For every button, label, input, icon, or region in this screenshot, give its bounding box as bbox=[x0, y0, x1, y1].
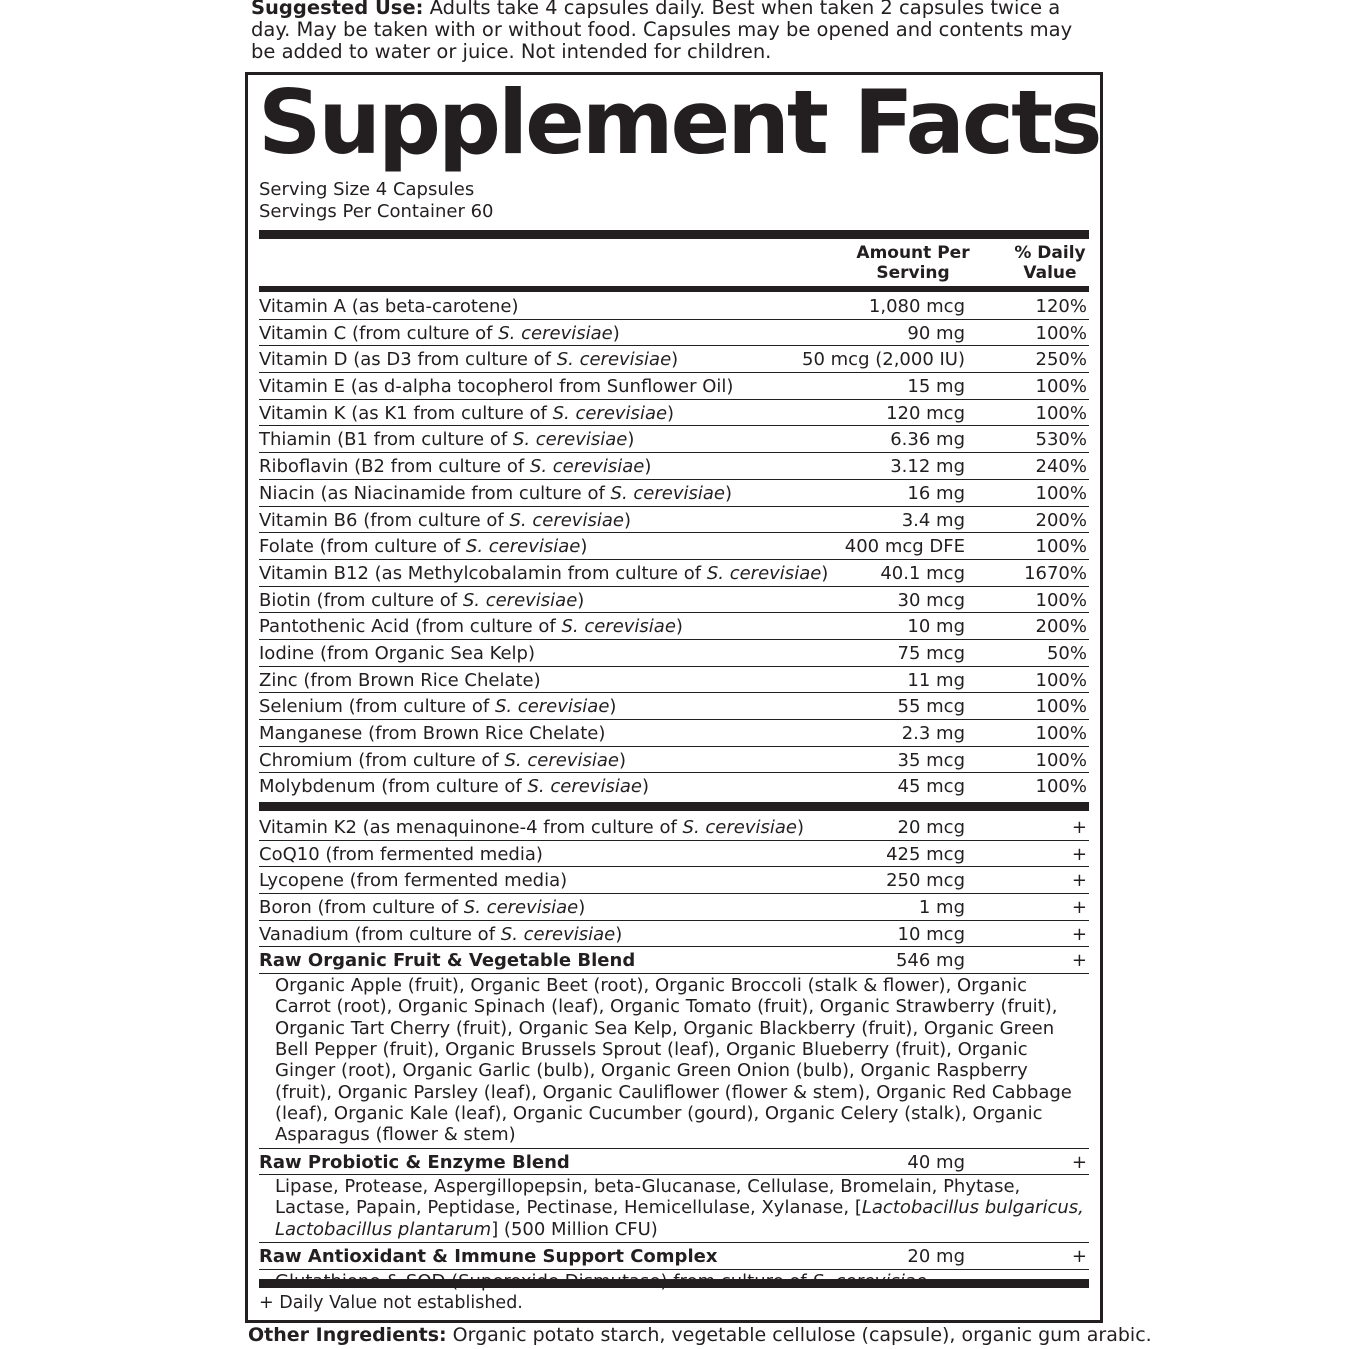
daily-value: + bbox=[1071, 950, 1087, 972]
nutrient-row bbox=[259, 640, 1089, 667]
blend-ingredients-text: ] (500 Million CFU) bbox=[491, 1218, 658, 1240]
nutrient-name-suffix: ) bbox=[796, 817, 804, 838]
nutrient-row bbox=[259, 814, 1089, 841]
nutrient-source-organism: S. cerevisiae bbox=[561, 616, 676, 638]
nutrient-name bbox=[259, 868, 567, 893]
amount-per-serving: 400 mcg DFE bbox=[844, 536, 965, 558]
nutrient-source-organism: S. cerevisiae bbox=[706, 562, 822, 584]
other-ingredients bbox=[248, 1323, 1152, 1347]
amount-per-serving: 55 mcg bbox=[897, 696, 965, 718]
nutrient-name-text: Manganese (from Brown Rice Chelate) bbox=[259, 723, 606, 744]
servings-per-container: Servings Per Container 60 bbox=[259, 201, 494, 222]
nutrient-row bbox=[259, 453, 1089, 480]
nutrient-name bbox=[259, 842, 543, 867]
daily-value: 200% bbox=[1035, 616, 1087, 638]
nutrient-name bbox=[259, 294, 519, 319]
nutrient-row bbox=[259, 533, 1089, 560]
nutrient-name bbox=[259, 454, 651, 479]
nutrient-row bbox=[259, 400, 1089, 427]
nutrient-row bbox=[259, 293, 1089, 320]
amount-per-serving: 15 mg bbox=[907, 376, 965, 398]
nutrient-name-text: Molybdenum (from culture of bbox=[259, 776, 528, 798]
daily-value: 100% bbox=[1035, 669, 1087, 691]
nutrient-name-text: Vitamin K (as K1 from culture of bbox=[259, 402, 553, 424]
nutrient-name-text: Boron (from culture of bbox=[259, 897, 464, 919]
amount-per-serving: 120 mcg bbox=[886, 402, 965, 424]
daily-value: 100% bbox=[1035, 776, 1087, 798]
nutrient-source-organism: S. cerevisiae bbox=[494, 696, 610, 718]
nutrient-name-suffix: ) bbox=[612, 322, 620, 344]
nutrient-name bbox=[259, 815, 804, 840]
nutrient-row bbox=[259, 747, 1089, 774]
nutrient-name-text: Vitamin B6 (from culture of bbox=[259, 509, 510, 531]
blend-ingredients bbox=[259, 1175, 1089, 1243]
nutrient-name bbox=[259, 588, 584, 613]
nutrient-name-text: Iodine (from Organic Sea Kelp) bbox=[259, 642, 536, 664]
medium-divider bbox=[259, 286, 1089, 292]
nutrient-name-suffix: ) bbox=[821, 562, 829, 584]
nutrient-name bbox=[259, 401, 674, 426]
nutrient-name-suffix: ) bbox=[724, 482, 733, 504]
nutrient-row bbox=[259, 841, 1089, 868]
nutrient-row bbox=[259, 507, 1089, 534]
nutrient-name-text: Vitamin K2 (as menaquinone-4 from culture of bbox=[259, 817, 683, 838]
nutrient-source-organism: S. cerevisiae bbox=[462, 589, 578, 611]
nutrient-name-text: Pantothenic Acid (from culture of bbox=[259, 616, 562, 638]
supplement-facts-panel bbox=[245, 72, 1103, 1323]
amount-per-serving: 50 mcg (2,000 IU) bbox=[802, 349, 965, 371]
daily-value: + bbox=[1071, 1246, 1087, 1268]
amount-per-serving: 1,080 mcg bbox=[868, 296, 965, 317]
nutrient-row bbox=[259, 426, 1089, 453]
blend-row bbox=[259, 1243, 1089, 1270]
nutrient-name-suffix: ) bbox=[623, 509, 631, 531]
nutrient-row bbox=[259, 320, 1089, 347]
serving-info bbox=[259, 179, 493, 223]
nutrient-source-organism: S. cerevisiae bbox=[512, 429, 628, 451]
nutrient-row bbox=[259, 373, 1089, 400]
nutrient-name-suffix: ) bbox=[580, 536, 588, 558]
other-ingredients-text: Organic potato starch, vegetable cellulose (capsule), organic gum arabic. bbox=[446, 1324, 1152, 1346]
nutrient-name bbox=[259, 922, 622, 947]
daily-value: 50% bbox=[1046, 642, 1087, 664]
daily-value: 240% bbox=[1035, 456, 1087, 478]
thick-divider bbox=[259, 802, 1089, 811]
daily-value: + bbox=[1071, 843, 1087, 865]
nutrient-name bbox=[259, 321, 620, 346]
blend-row bbox=[259, 1149, 1089, 1176]
daily-value: + bbox=[1071, 897, 1087, 919]
nutrient-name-text: Biotin (from culture of bbox=[259, 589, 463, 611]
nutrient-source-organism: S. cerevisiae bbox=[465, 536, 581, 558]
amount-per-serving: 30 mcg bbox=[897, 589, 965, 611]
daily-value: 100% bbox=[1035, 482, 1087, 504]
nutrient-name bbox=[259, 948, 635, 973]
amount-per-serving: 6.36 mg bbox=[890, 429, 965, 451]
amount-per-serving: 3.4 mg bbox=[901, 509, 965, 531]
nutrient-name-text: Vitamin B12 (as Methylcobalamin from culture of bbox=[259, 562, 707, 584]
thick-divider bbox=[259, 230, 1089, 239]
nutrient-name-suffix: ) bbox=[671, 349, 679, 371]
amount-per-serving: 10 mg bbox=[907, 616, 965, 638]
nutrient-source-organism: S. cerevisiae bbox=[509, 509, 624, 531]
nutrient-name bbox=[259, 694, 616, 719]
nutrient-name-text: Vitamin A (as beta-carotene) bbox=[259, 296, 519, 317]
nutrient-name-text: Folate (from culture of bbox=[259, 536, 466, 558]
column-header-amount-line2: Serving bbox=[876, 263, 950, 283]
nutrient-name bbox=[259, 534, 587, 559]
nutrient-source-organism: S. cerevisiae bbox=[552, 402, 668, 424]
nutrient-name-suffix: ) bbox=[667, 402, 675, 424]
amount-per-serving: 250 mcg bbox=[886, 870, 965, 892]
nutrient-source-organism: S. cerevisiae bbox=[682, 817, 797, 838]
nutrient-name-suffix: ) bbox=[644, 456, 652, 478]
nutrient-name bbox=[259, 748, 626, 773]
nutrient-row bbox=[259, 693, 1089, 720]
column-header-dv bbox=[1008, 243, 1092, 283]
amount-per-serving: 20 mg bbox=[907, 1246, 965, 1268]
daily-value: 100% bbox=[1035, 376, 1087, 398]
nutrient-row bbox=[259, 867, 1089, 894]
nutrient-name-text: Vitamin C (from culture of bbox=[259, 322, 499, 344]
nutrient-name bbox=[259, 374, 733, 399]
nutrient-name-text: Raw Antioxidant & Immune Support Complex bbox=[259, 1246, 718, 1268]
nutrient-row bbox=[259, 773, 1089, 800]
nutrient-name-suffix: ) bbox=[577, 589, 585, 611]
nutrient-name bbox=[259, 668, 541, 693]
nutrient-row bbox=[259, 613, 1089, 640]
daily-value: + bbox=[1071, 870, 1087, 892]
daily-value: + bbox=[1071, 1151, 1087, 1173]
amount-per-serving: 11 mg bbox=[907, 669, 965, 691]
nutrient-name-suffix: ) bbox=[609, 696, 617, 718]
amount-per-serving: 20 mcg bbox=[897, 817, 965, 838]
blend-ingredients-text: Organic Apple (fruit), Organic Beet (root), Organic Broccoli (stalk & flower), Organic Carrot (root), Organic Spinach (leaf), Organic Tomato (fruit), Organic Strawberry (fruit), Organic Tart Cherry (fruit), Organic Sea Kelp, Organic Blackberry (fruit), Organic Green Bell Pepper (fruit), Organic Brussels Sprout (leaf), Organic Blueberry (fruit), Organic Ginger (root), Organic Garlic (bulb), Organic Green Onion (bulb), Organic Raspberry (fruit), Organic Parsley (leaf), Organic Cauliflower (flower & stem), Organic Red Cabbage (leaf), Organic Kale (leaf), Organic Cucumber (gourd), Organic Celery (stalk), Organic Asparagus (flower & stem) bbox=[275, 975, 1072, 1146]
nutrient-source-organism: S. cerevisiae bbox=[498, 322, 613, 344]
amount-per-serving: 2.3 mg bbox=[901, 723, 965, 744]
blend-ingredients-text: Lactobacillus bulgaricus, Lactobacillus plantarum bbox=[275, 1197, 1084, 1240]
nutrient-source-organism: S. cerevisiae bbox=[610, 482, 725, 504]
amount-per-serving: 90 mg bbox=[907, 322, 965, 344]
daily-value: + bbox=[1071, 817, 1087, 838]
nutrient-name-suffix: ) bbox=[618, 749, 626, 771]
daily-value: 100% bbox=[1035, 536, 1087, 558]
nutrient-row bbox=[259, 667, 1089, 694]
amount-per-serving: 35 mcg bbox=[897, 749, 965, 771]
blend-row bbox=[259, 947, 1089, 974]
nutrient-source-organism: S. cerevisiae bbox=[463, 897, 579, 919]
nutrient-name-text: Chromium (from culture of bbox=[259, 749, 505, 771]
amount-per-serving: 45 mcg bbox=[897, 776, 965, 798]
nutrient-row bbox=[259, 346, 1089, 373]
daily-value: 250% bbox=[1035, 349, 1087, 371]
nutrient-table bbox=[259, 293, 1089, 800]
nutrient-name-suffix: ) bbox=[675, 616, 683, 638]
nutrient-row bbox=[259, 560, 1089, 587]
nutrient-name bbox=[259, 614, 683, 639]
daily-value: + bbox=[1071, 923, 1087, 945]
nutrient-source-organism: S. cerevisiae bbox=[529, 456, 645, 478]
nutrient-name bbox=[259, 1244, 717, 1269]
suggested-use-text: Adults take 4 capsules daily. Best when taken 2 capsules twice a day. May be taken with or without food. Capsules may be opened and contents may be added to water or juice. Not intended for children. bbox=[251, 0, 1073, 63]
nutrient-name bbox=[259, 721, 605, 746]
nutrient-name bbox=[259, 481, 732, 506]
daily-value: 100% bbox=[1035, 696, 1087, 718]
nutrient-row bbox=[259, 921, 1089, 948]
daily-value: 200% bbox=[1035, 509, 1087, 531]
column-header-amount-line1: Amount Per bbox=[856, 243, 970, 263]
amount-per-serving: 425 mcg bbox=[886, 843, 965, 865]
nutrient-name-suffix: ) bbox=[578, 897, 586, 919]
nutrient-source-organism: S. cerevisiae bbox=[500, 923, 616, 945]
amount-per-serving: 10 mcg bbox=[897, 923, 965, 945]
daily-value: 100% bbox=[1035, 749, 1087, 771]
daily-value: 1670% bbox=[1024, 562, 1087, 584]
nutrient-source-organism: S. cerevisiae bbox=[527, 776, 642, 798]
nutrient-name-suffix: ) bbox=[627, 429, 635, 451]
daily-value: 100% bbox=[1035, 589, 1087, 611]
daily-value: 530% bbox=[1035, 429, 1087, 451]
thick-divider bbox=[259, 1279, 1089, 1288]
nutrient-row bbox=[259, 480, 1089, 507]
nutrient-row bbox=[259, 894, 1089, 921]
amount-per-serving: 16 mg bbox=[907, 482, 965, 504]
nutrient-name-text: Niacin (as Niacinamide from culture of bbox=[259, 482, 611, 504]
nutrient-name bbox=[259, 347, 678, 372]
nutrient-row bbox=[259, 587, 1089, 614]
suggested-use-label: Suggested Use: bbox=[251, 0, 424, 19]
nutrient-name-text: Vitamin D (as D3 from culture of bbox=[259, 349, 557, 371]
nutrient-name bbox=[259, 641, 535, 666]
nutrient-source-organism: S. cerevisiae bbox=[556, 349, 672, 371]
column-header-dv-line2: Value bbox=[1023, 263, 1077, 283]
panel-title: Supplement Facts bbox=[258, 71, 1100, 174]
nutrient-name-text: Lycopene (from fermented media) bbox=[259, 870, 568, 892]
amount-per-serving: 3.12 mg bbox=[890, 456, 965, 478]
nutrient-name bbox=[259, 508, 631, 533]
serving-size: Serving Size 4 Capsules bbox=[259, 179, 475, 200]
nutrient-name-text: Vanadium (from culture of bbox=[259, 923, 501, 945]
daily-value: 100% bbox=[1035, 723, 1087, 744]
amount-per-serving: 40 mg bbox=[907, 1151, 965, 1173]
nutrient-name bbox=[259, 1150, 570, 1175]
nutrient-name-text: CoQ10 (from fermented media) bbox=[259, 843, 543, 865]
nutrient-name-text: Thiamin (B1 from culture of bbox=[259, 429, 513, 451]
nutrient-name bbox=[259, 895, 585, 920]
amount-per-serving: 40.1 mcg bbox=[880, 562, 965, 584]
amount-per-serving: 546 mg bbox=[895, 950, 965, 972]
nutrient-name bbox=[259, 561, 828, 586]
nutrient-name bbox=[259, 774, 649, 799]
amount-per-serving: 1 mg bbox=[918, 897, 965, 919]
daily-value: 120% bbox=[1035, 296, 1087, 317]
blend-ingredients bbox=[259, 974, 1089, 1148]
column-header-amount bbox=[853, 243, 973, 283]
nutrient-name-text: Vitamin E (as d-alpha tocopherol from Sunflower Oil) bbox=[259, 376, 734, 398]
blend-ingredients-text: Lipase, Protease, Aspergillopepsin, beta-Glucanase, Cellulase, Bromelain, Phytase, Lactase, Papain, Peptidase, Pectinase, Hemicellulase, Xylanase, [ bbox=[275, 1176, 1021, 1219]
other-nutrient-table bbox=[259, 814, 1089, 1294]
nutrient-row bbox=[259, 720, 1089, 747]
nutrient-name-text: Selenium (from culture of bbox=[259, 696, 495, 718]
nutrient-name-suffix: ) bbox=[615, 923, 623, 945]
footnote: + Daily Value not established. bbox=[259, 1293, 523, 1313]
nutrient-source-organism: S. cerevisiae bbox=[504, 749, 619, 771]
suggested-use bbox=[251, 0, 1091, 63]
other-ingredients-label: Other Ingredients: bbox=[248, 1324, 447, 1346]
amount-per-serving: 75 mcg bbox=[897, 642, 965, 664]
column-header-dv-line1: % Daily bbox=[1014, 243, 1086, 263]
nutrient-name-suffix: ) bbox=[641, 776, 649, 798]
nutrient-name bbox=[259, 427, 634, 452]
nutrient-name-text: Raw Probiotic & Enzyme Blend bbox=[259, 1151, 570, 1173]
nutrient-name-text: Zinc (from Brown Rice Chelate) bbox=[259, 669, 541, 691]
nutrient-name-text: Raw Organic Fruit & Vegetable Blend bbox=[259, 950, 636, 972]
daily-value: 100% bbox=[1035, 322, 1087, 344]
daily-value: 100% bbox=[1035, 402, 1087, 424]
nutrient-name-text: Riboflavin (B2 from culture of bbox=[259, 456, 530, 478]
